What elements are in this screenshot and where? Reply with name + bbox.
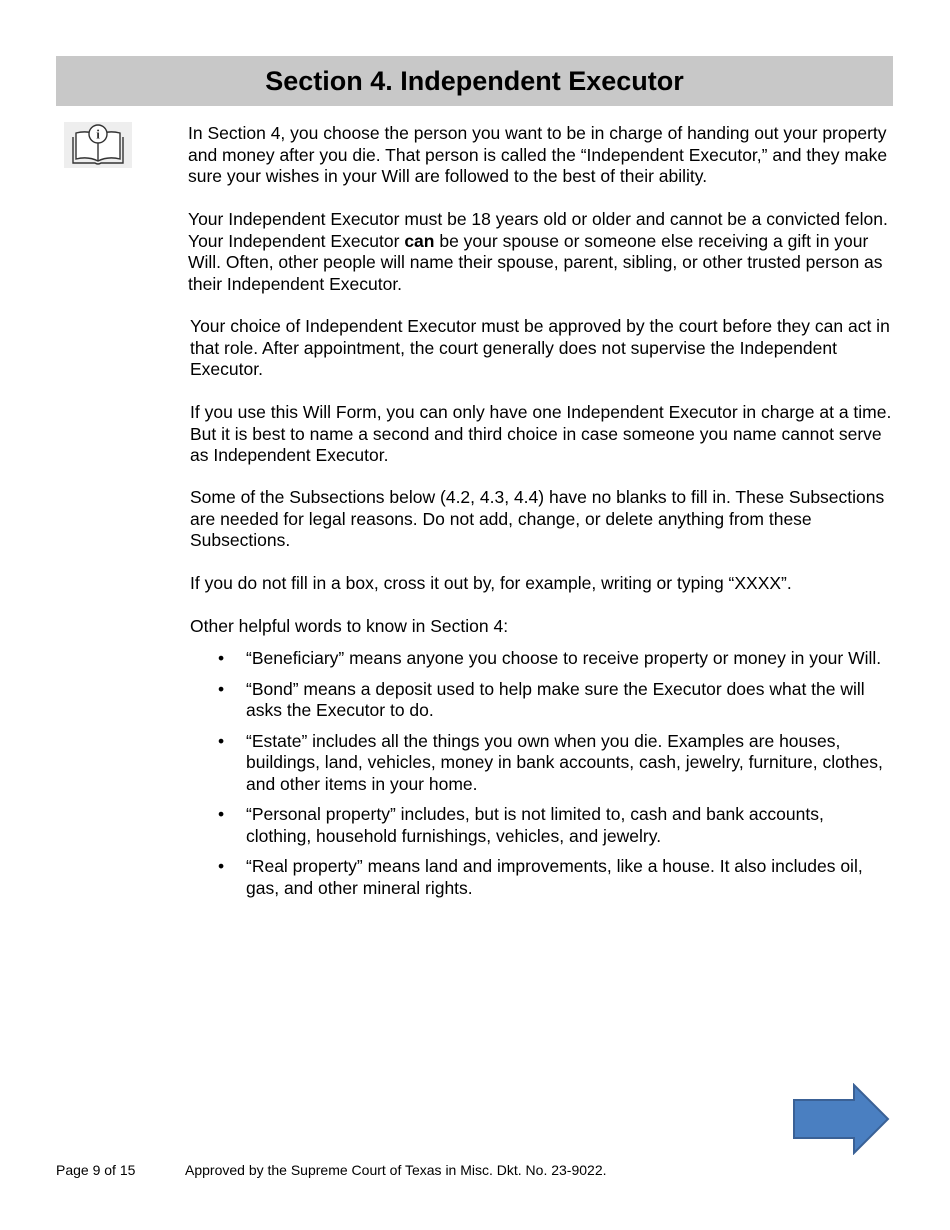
definition-item — [190, 731, 890, 796]
helpful-words-heading: Other helpful words to know in Section 4: — [190, 616, 509, 636]
definition-text: “Beneficiary” means anyone you choose to receive property or money in your Will. — [246, 648, 882, 668]
definitions-list — [190, 648, 890, 908]
definition-item — [190, 648, 890, 670]
section-title: Section 4. Independent Executor — [265, 65, 684, 96]
bullet: • — [218, 648, 225, 668]
bullet: • — [218, 856, 225, 876]
page-number: Page 9 of 15 — [56, 1162, 136, 1178]
executor-requirements-paragraph — [188, 209, 893, 295]
cross-out-paragraph: If you do not fill in a box, cross it out by, for example, writing or typing “XXXX”. — [190, 573, 792, 593]
bullet: • — [218, 804, 225, 824]
info-book-icon — [64, 122, 132, 168]
approval-notice: Approved by the Supreme Court of Texas in Misc. Dkt. No. 23-9022. — [185, 1162, 607, 1178]
definition-text: “Bond” means a deposit used to help make sure the Executor does what the will asks the Executor to do. — [246, 678, 865, 720]
bullet: • — [218, 730, 225, 751]
svg-text:i: i — [96, 126, 100, 142]
definition-text: “Estate” includes all the things you own when you die. Examples are houses, buildings, land, vehicles, money in bank accounts, cash, jewelry, furniture, clothes, and other items in your home. — [246, 730, 883, 794]
p2-text-after: be your spouse or someone else receiving a gift in your Will. Often, other people will name their spouse, parent, sibling, or other trusted person as their Independent Executor. — [188, 230, 883, 294]
next-page-arrow-icon[interactable] — [792, 1083, 890, 1155]
definition-item — [190, 804, 890, 847]
court-approval-paragraph: Your choice of Independent Executor must be approved by the court before they can act in that role. After appointment, the court generally does not supervise the Independent Executor. — [190, 316, 890, 379]
one-executor-paragraph: If you use this Will Form, you can only have one Independent Executor in charge at a time. But it is best to name a second and third choice in case someone you name cannot serve as Independent Executor. — [190, 402, 892, 465]
intro-paragraph: In Section 4, you choose the person you want to be in charge of handing out your property and money after you die. That person is called the “Independent Executor,” and they make sure your wishes in your Will are followed to the best of their ability. — [188, 123, 888, 186]
definition-text: “Real property” means land and improvements, like a house. It also includes oil, gas, and other mineral rights. — [246, 856, 863, 898]
p2-bold-can: can — [404, 230, 435, 251]
section-header — [56, 56, 893, 106]
p2-text-before: Your Independent Executor must be 18 years old or older and cannot be a convicted felon. Your Independent Executor — [188, 209, 888, 251]
subsections-paragraph: Some of the Subsections below (4.2, 4.3, 4.4) have no blanks to fill in. These Subsections are needed for legal reasons. Do not add, change, or delete anything from these Subsections. — [190, 487, 885, 550]
bullet: • — [218, 678, 225, 699]
definition-text: “Personal property” includes, but is not limited to, cash and bank accounts, clothing, household furnishings, vehicles, and jewelry. — [246, 804, 824, 846]
definition-item — [190, 679, 890, 722]
definition-item — [190, 856, 890, 899]
